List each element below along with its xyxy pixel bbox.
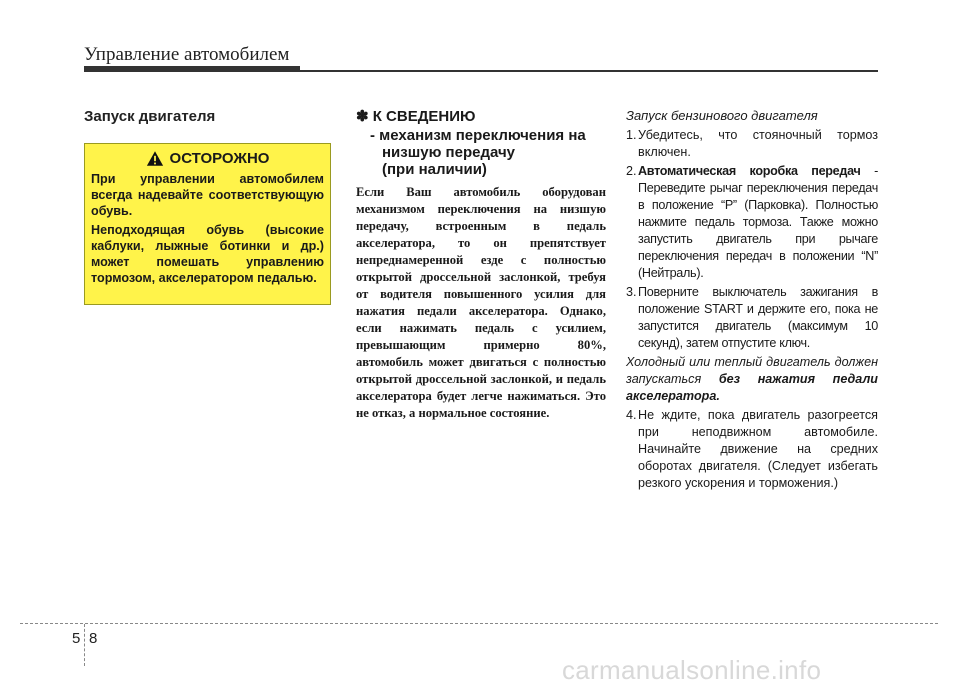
list-number: 3.: [626, 285, 637, 299]
list-item-2: [626, 163, 878, 282]
info-heading: ✽ К СВЕДЕНИЮ: [356, 108, 476, 125]
footer-dashed-rule: [20, 623, 938, 624]
watermark: carmanualsonline.info: [562, 655, 822, 685]
warning-triangle-icon: [146, 150, 164, 167]
list-text: [638, 163, 878, 282]
note-text-bold: без нажатия педали акселератора.: [626, 372, 878, 403]
list-number: 4.: [626, 408, 637, 422]
column-middle: [356, 108, 606, 422]
list-text: Убедитесь, что стояночный тормоз включен.: [638, 128, 878, 159]
column-left: [84, 108, 332, 125]
list-text-rest: - Переведите рычаг переключения передач в положение “P” (Парковка). Полностью нажмите педаль тормоза. Также можно запустить двигатель при рычаге переключения передач в положении “N” (Нейтраль).: [638, 164, 878, 280]
header-rule: [84, 70, 878, 72]
warning-title: ОСТОРОЖНО: [169, 150, 270, 167]
gasoline-start-heading: Запуск бензинового двигателя: [626, 108, 818, 123]
page-number-page: 8: [89, 630, 98, 647]
cold-warm-engine-note: [626, 354, 878, 405]
info-subheading-note: (при наличии): [382, 161, 487, 178]
list-text-bold: Автоматическая коробка передач: [638, 164, 861, 178]
list-item-1: [626, 127, 878, 161]
list-item-3: [626, 284, 878, 352]
list-number: 2.: [626, 164, 637, 178]
list-text: Не ждите, пока двигатель разогреется при неподвижном автомобиле. Начинайте движение на средних оборотах двигателя. (Следует избегать резкого ускорения и торможения.): [638, 408, 878, 490]
column-right: [626, 108, 878, 494]
info-body-text: Если Ваш автомобиль оборудован механизмом переключения на низшую передачу, встроенным в педаль акселератора, то он препятствует непреднамеренной езде с полностью открытой дроссельной заслонкой, требуя от водителя повышенного усилия для нажатия педали акселератора. Однако, если нажимать педаль с усилием, превышающим примерно 80%, автомобиль может двигаться с полностью открытой дроссельной заслонкой, и педаль акселератора будет легче нажиматься. Это не отказ, а нормальное состояние.: [356, 185, 606, 420]
section-title-engine-start: Запуск двигателя: [84, 108, 216, 125]
warning-box: [84, 143, 331, 305]
page-header-title: Управление автомобилем: [84, 44, 290, 65]
footer-vertical-rule: [84, 624, 85, 666]
list-number: 1.: [626, 128, 637, 142]
warning-text-improper-shoes: Неподходящая обувь (высокие каблуки, лыжные ботинки и др.) может помешать управлению тормозом, акселератором педалью.: [91, 223, 324, 285]
page-number-section: 5: [72, 630, 81, 647]
info-subheading: - механизм переключения на низшую передачу: [370, 127, 586, 161]
warning-header: [91, 150, 324, 167]
note-text: Холодный или теплый двигатель должен запускаться: [626, 355, 878, 386]
list-text: Поверните выключатель зажигания в положение START и держите его, пока не запустится двигатель (максимум 10 секунд), затем отпустите ключ.: [638, 285, 878, 350]
list-item-4: [626, 407, 878, 492]
warning-text-shoes: При управлении автомобилем всегда надевайте соответствующую обувь.: [91, 172, 324, 218]
